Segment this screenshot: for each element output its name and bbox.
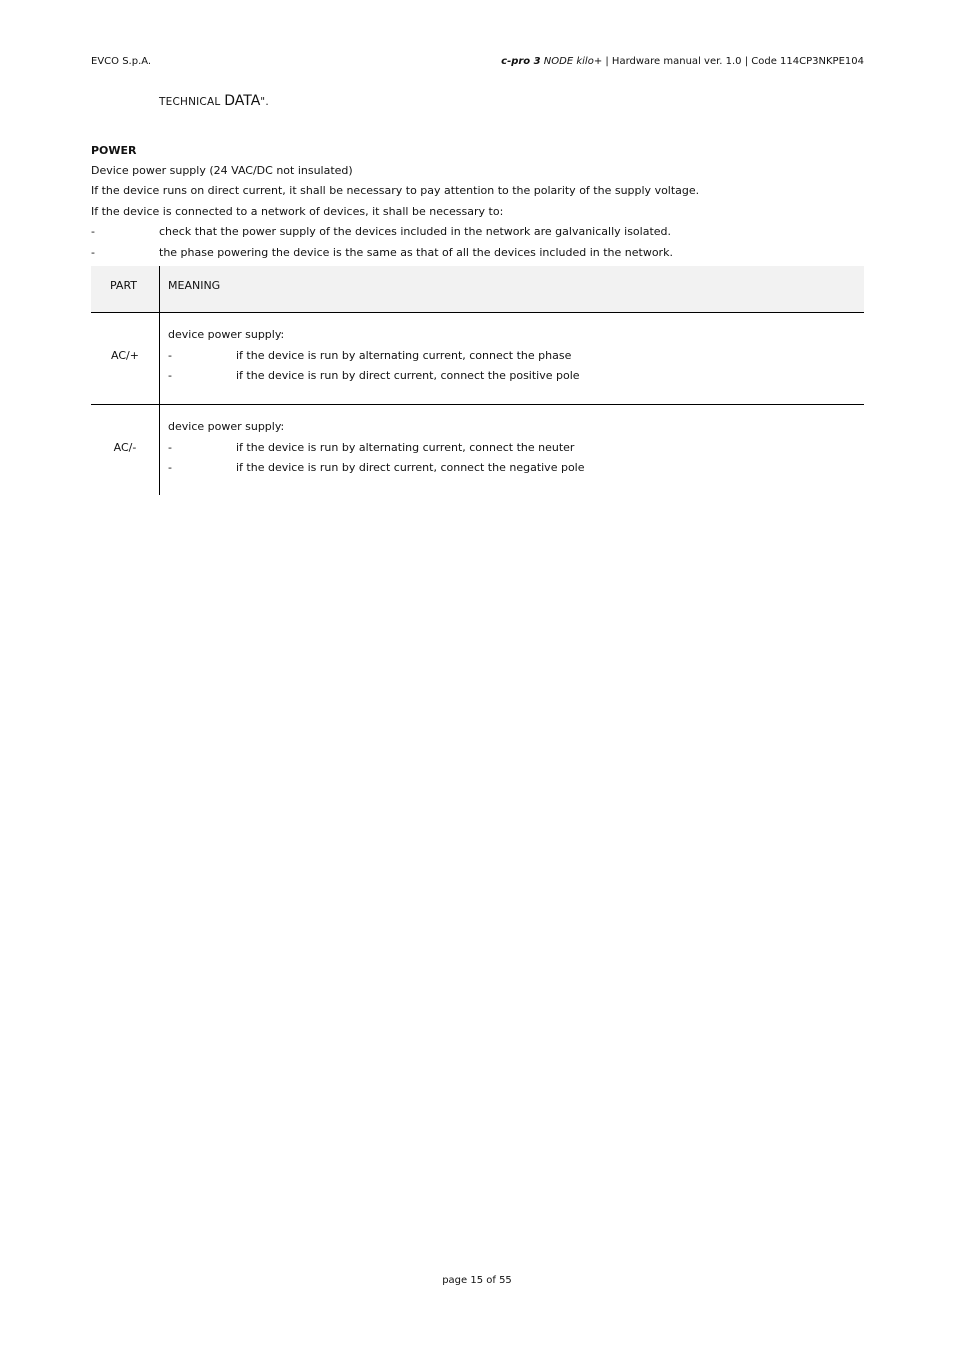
paragraph: If the device is connected to a network of devices, it shall be necessary to:	[91, 205, 504, 218]
page-number: page 15 of 55	[442, 1275, 512, 1286]
part-cell: AC/-	[113, 441, 137, 454]
column-divider	[159, 266, 160, 312]
header-meaning: MEANING	[168, 279, 221, 292]
table-row	[91, 405, 864, 495]
item-dash: -	[168, 441, 172, 454]
paragraph: If the device runs on direct current, it shall be necessary to pay attention to the polarity of the supply voltage.	[91, 184, 700, 197]
column-divider	[159, 313, 160, 404]
item-dash: -	[168, 369, 172, 382]
bullet-text: check that the power supply of the devices included in the network are galvanically isolated.	[159, 225, 672, 238]
product-name-bold: c-pro 3	[501, 56, 541, 67]
bullet-text: the phase powering the device is the same as that of all the devices included in the network.	[159, 246, 673, 259]
meaning-lead: device power supply:	[168, 420, 285, 433]
item-text: if the device is run by direct current, connect the positive pole	[236, 369, 580, 382]
power-table	[91, 266, 864, 495]
table-row	[91, 313, 864, 405]
meaning-lead: device power supply:	[168, 328, 285, 341]
paragraph: Device power supply (24 VAC/DC not insulated)	[91, 164, 353, 177]
table-header-row	[91, 266, 864, 313]
manual-code: | Hardware manual ver. 1.0 | Code 114CP3NKPE104	[602, 56, 864, 67]
item-text: if the device is run by alternating current, connect the phase	[236, 349, 572, 362]
column-divider	[159, 405, 160, 495]
part-cell: AC/+	[111, 349, 139, 362]
continuation-small: TECHNICAL	[159, 96, 221, 108]
item-text: if the device is run by direct current, connect the negative pole	[236, 461, 585, 474]
company-name: EVCO S.p.A.	[91, 56, 152, 67]
continuation-big: DATA	[224, 93, 261, 109]
bullet-dash: -	[91, 246, 95, 259]
item-dash: -	[168, 461, 172, 474]
item-dash: -	[168, 349, 172, 362]
item-text: if the device is run by alternating current, connect the neuter	[236, 441, 575, 454]
continuation-text	[159, 93, 269, 109]
document-title	[501, 56, 864, 67]
section-title: POWER	[91, 144, 137, 157]
page-header	[91, 56, 864, 70]
header-part: PART	[110, 279, 138, 292]
bullet-dash: -	[91, 225, 95, 238]
product-name-italic: NODE kilo+	[540, 56, 603, 67]
continuation-tail: ".	[260, 96, 269, 108]
